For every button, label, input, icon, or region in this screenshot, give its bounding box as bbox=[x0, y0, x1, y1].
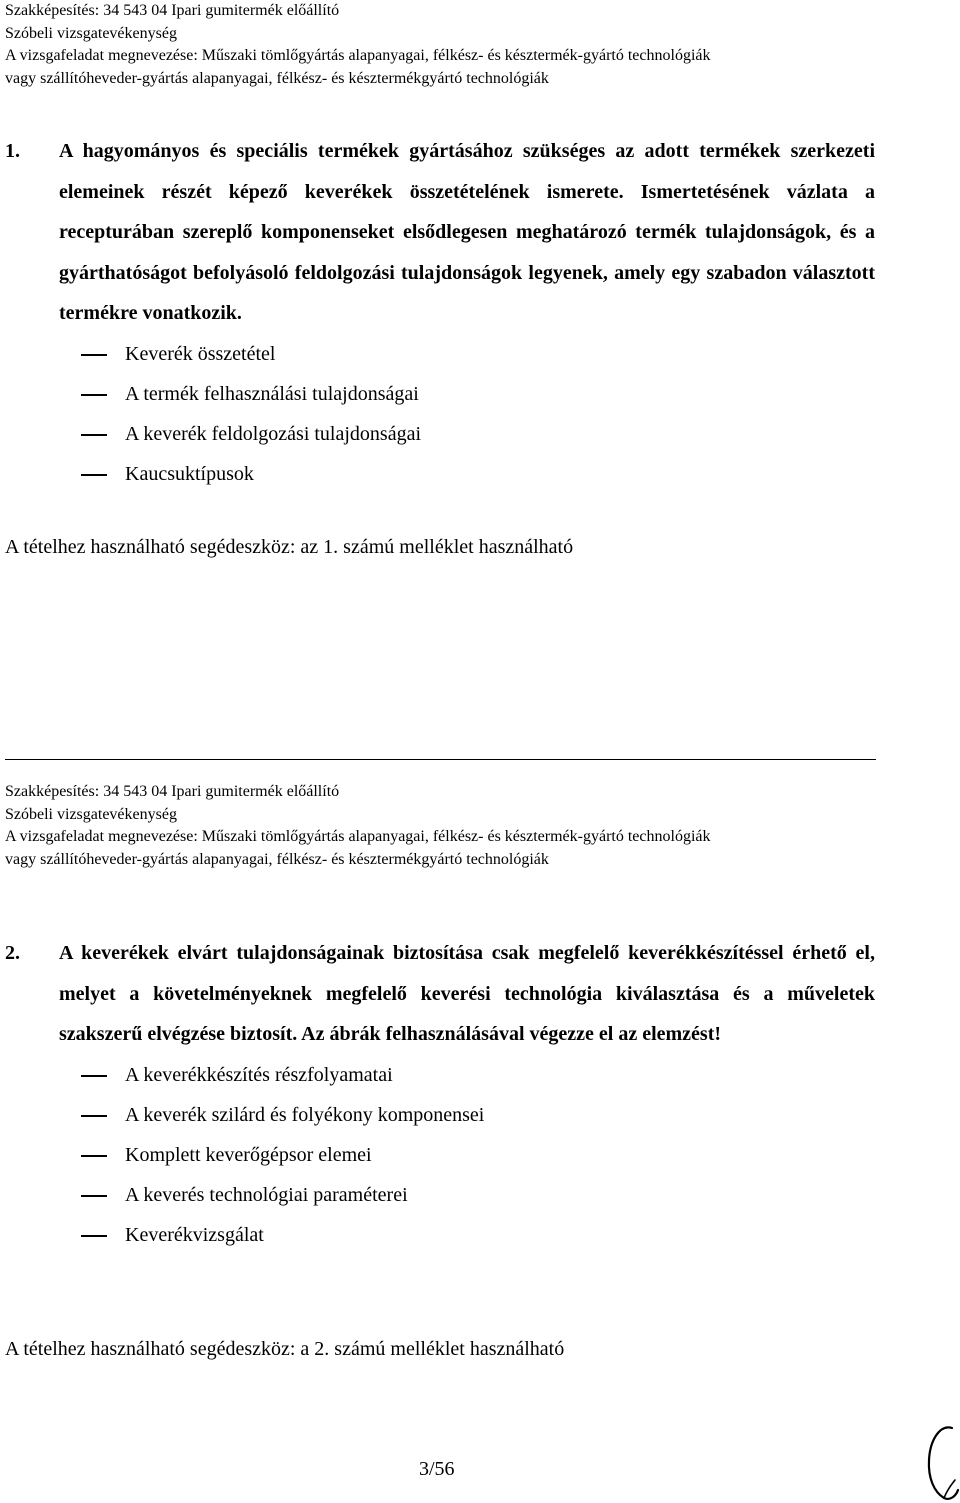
page-header-1 bbox=[5, 0, 905, 90]
dash-bullet bbox=[81, 1235, 107, 1237]
list-item: A keverés technológiai paraméterei bbox=[5, 1175, 875, 1215]
list-item: Kaucsuktípusok bbox=[5, 454, 875, 494]
list-item: A keverékkészítés részfolyamatai bbox=[5, 1055, 875, 1095]
dash-bullet bbox=[81, 394, 107, 396]
dash-bullet bbox=[81, 1115, 107, 1117]
task-2-number: 2. bbox=[5, 942, 20, 964]
header-exam-type: Szóbeli vizsgatevékenység bbox=[5, 805, 177, 823]
task-1-text: A hagyományos és speciális termékek gyártásához szükséges az adott termékek szerkezeti elemeinek részét képező keverékek összetételének ismerete. Ismertetésének vázlata a recepturában szereplő komponenseket elsődlegesen meghatározó termék tulajdonságok, és a gyárthatóságot befolyásoló feldolgozási tulajdonságok legyenek, amely egy szabadon választott termékre vonatkozik. bbox=[59, 140, 875, 324]
task-2 bbox=[5, 933, 875, 1255]
task-1 bbox=[5, 131, 875, 494]
header-task-name: A vizsgafeladat megnevezése: Műszaki tömlőgyártás alapanyagai, félkész- és késztermék-gyártó technológiák bbox=[5, 828, 711, 845]
dash-bullet bbox=[81, 474, 107, 476]
task-2-question bbox=[5, 933, 875, 1055]
dash-bullet bbox=[81, 354, 107, 356]
dash-bullet bbox=[81, 1075, 107, 1077]
task-2-text: A keverékek elvárt tulajdonságainak biztosítása csak megfelelő keverékkészítéssel érhető el, melyet a követelményeknek megfelelő keverési technológia kiválasztása és a műveletek szakszerű elvégzése biztosít. Az ábrák felhasználásával végezze el az elemzést! bbox=[59, 942, 875, 1045]
list-item: Komplett keverőgépsor elemei bbox=[5, 1135, 875, 1175]
list-item: Keverékvizsgálat bbox=[5, 1215, 875, 1255]
task-2-bullet-list bbox=[5, 1055, 875, 1255]
task-1-aid-note: A tételhez használható segédeszköz: az 1. számú melléklet használható bbox=[5, 536, 574, 558]
header-task-name-cont: vagy szállítóheveder-gyártás alapanyagai, félkész- és késztermékgyártó technológiák bbox=[5, 850, 549, 868]
page-number: 3/56 bbox=[419, 1458, 455, 1480]
header-exam-type: Szóbeli vizsgatevékenység bbox=[5, 24, 177, 42]
list-item: A keverék feldolgozási tulajdonságai bbox=[5, 414, 875, 454]
dash-bullet bbox=[81, 434, 107, 436]
list-item: A termék felhasználási tulajdonságai bbox=[5, 374, 875, 414]
dash-bullet bbox=[81, 1195, 107, 1197]
task-1-number: 1. bbox=[5, 140, 20, 162]
header-task-name: A vizsgafeladat megnevezése: Műszaki tömlőgyártás alapanyagai, félkész- és késztermék-gyártó technológiák bbox=[5, 47, 711, 64]
task-1-bullet-list bbox=[5, 334, 875, 494]
header-qualification: Szakképesítés: 34 543 04 Ipari gumitermék előállító bbox=[5, 783, 340, 800]
section-divider bbox=[5, 759, 876, 760]
header-qualification: Szakképesítés: 34 543 04 Ipari gumitermék előállító bbox=[5, 2, 340, 19]
header-task-name-cont: vagy szállítóheveder-gyártás alapanyagai, félkész- és késztermékgyártó technológiák bbox=[5, 69, 549, 87]
page-header-2 bbox=[5, 781, 905, 871]
list-item: A keverék szilárd és folyékony komponensei bbox=[5, 1095, 875, 1135]
task-1-question bbox=[5, 131, 875, 334]
list-item: Keverék összetétel bbox=[5, 334, 875, 374]
dash-bullet bbox=[81, 1155, 107, 1157]
handwritten-signature bbox=[918, 1418, 960, 1503]
task-2-aid-note: A tételhez használható segédeszköz: a 2. számú melléklet használható bbox=[5, 1338, 565, 1360]
